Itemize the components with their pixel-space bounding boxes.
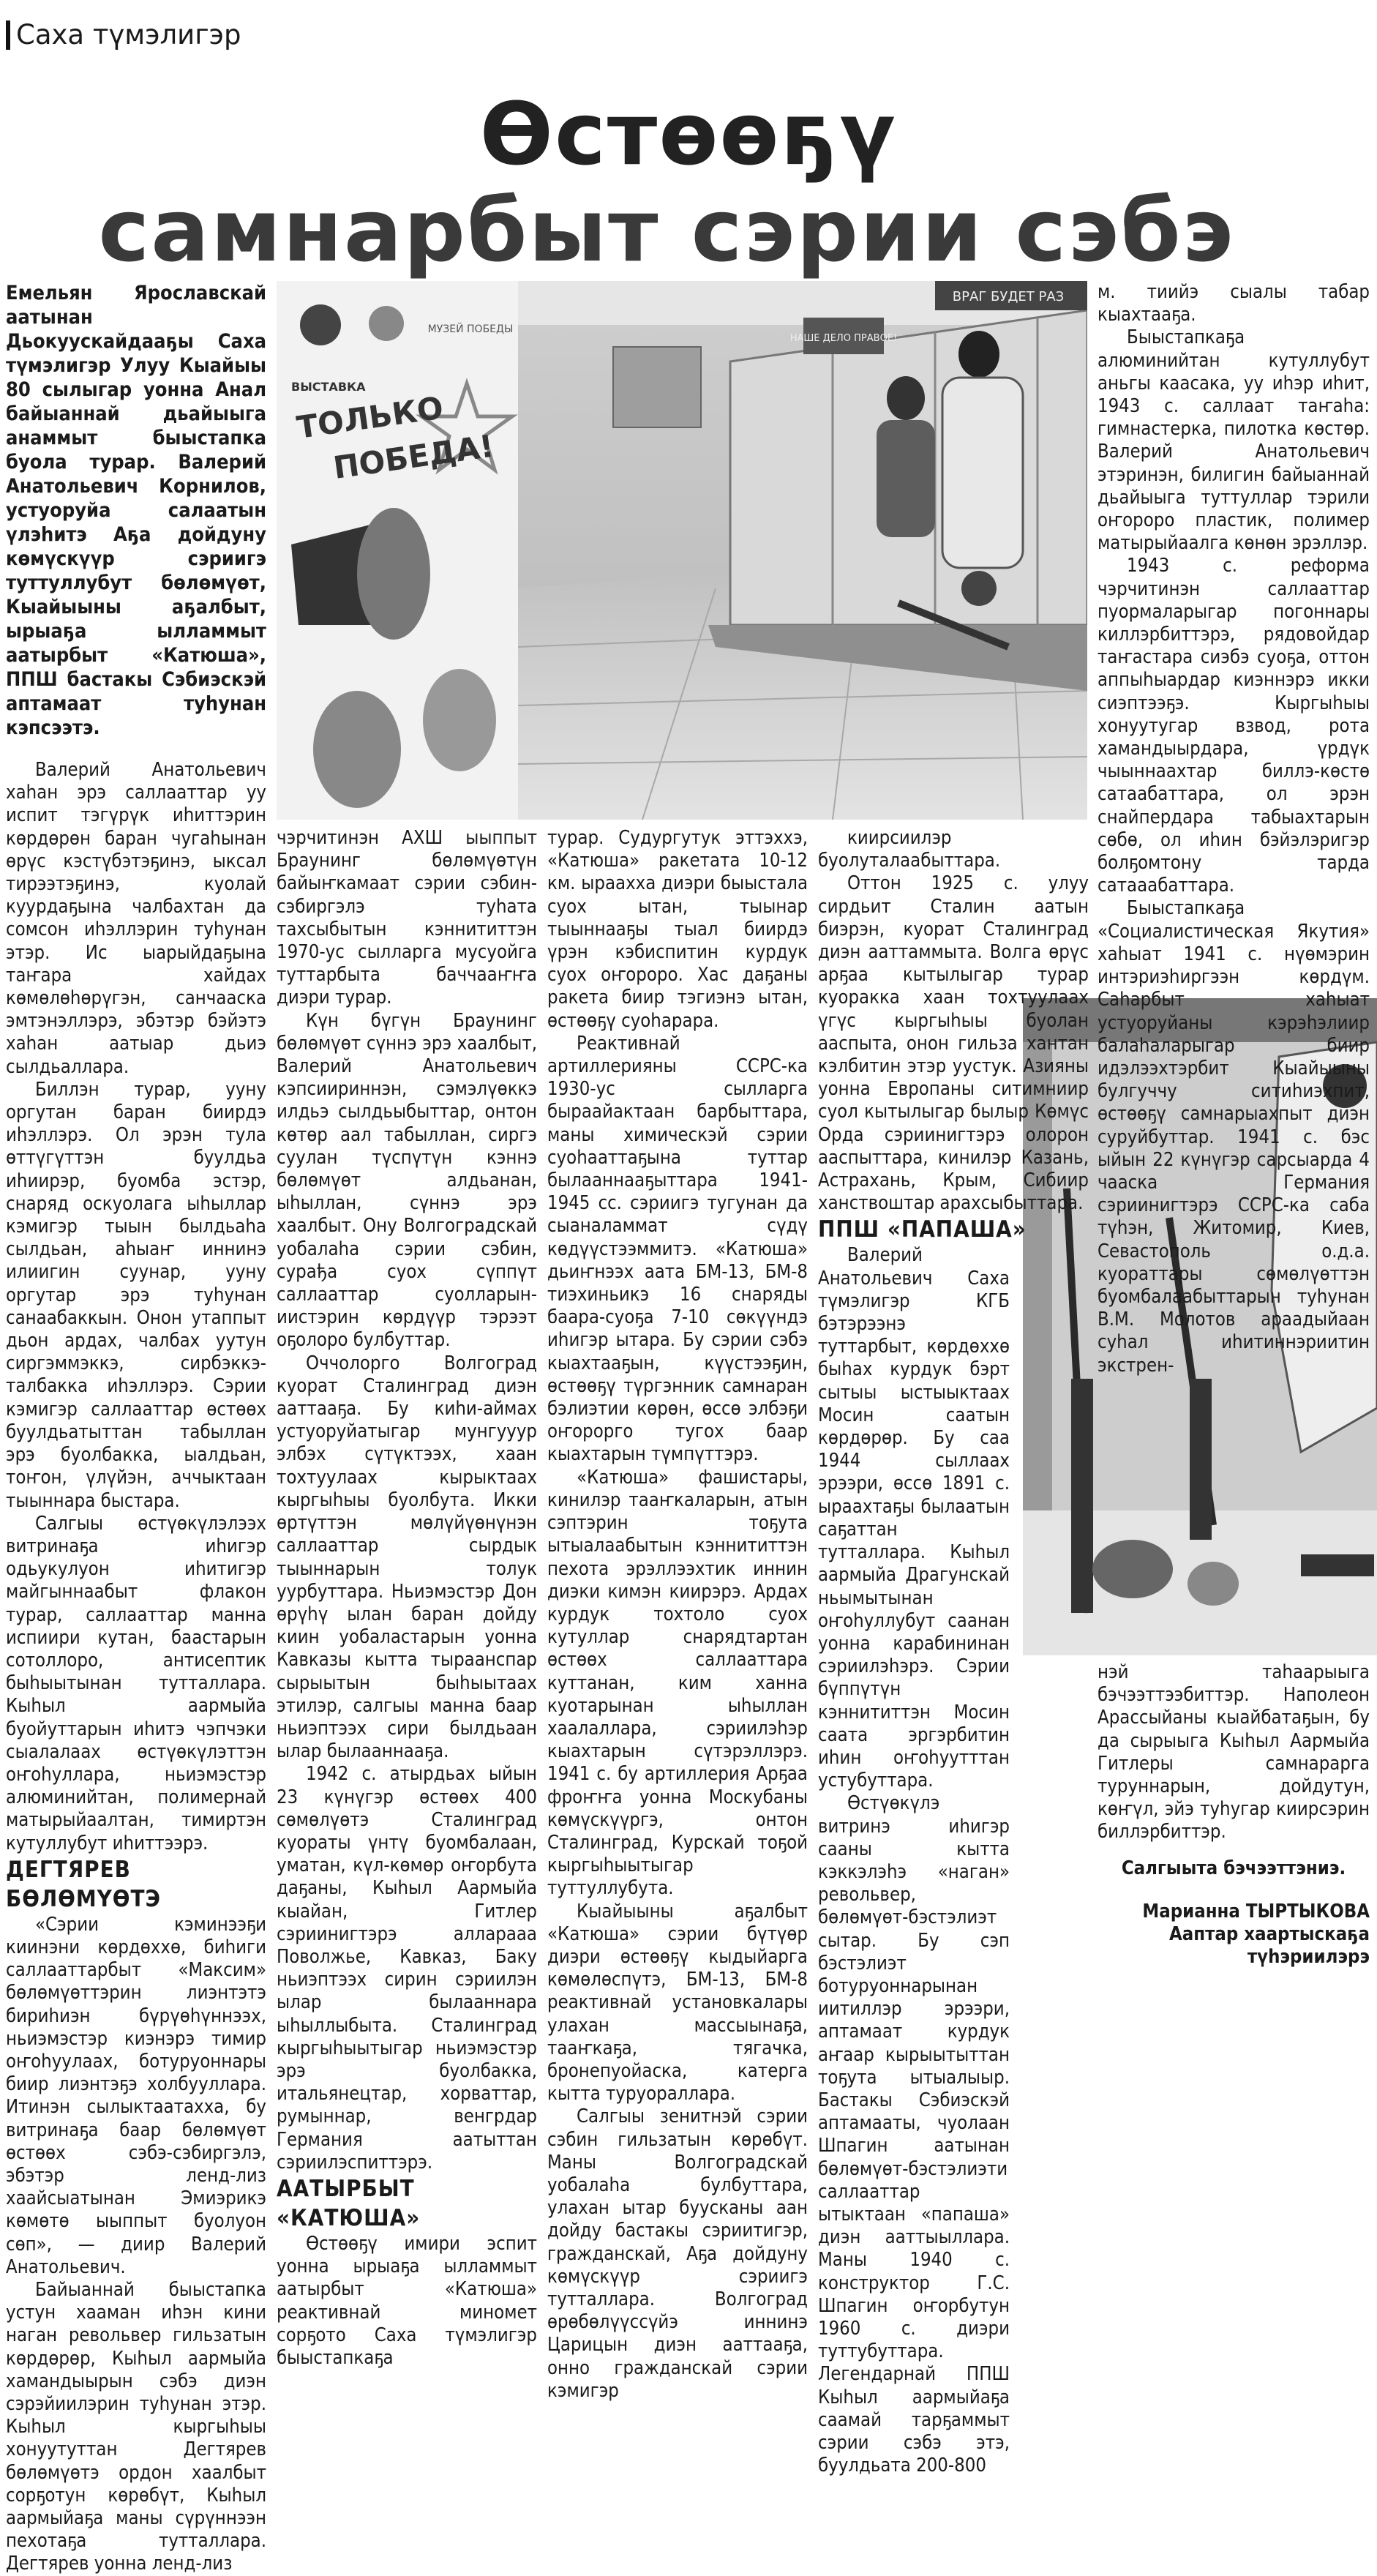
banner-text-2: ВРАГ БУДЕТ РАЗ (952, 289, 1065, 304)
subheading-katyusha: ААТЫРБЫТ «КАТЮША» (277, 2175, 421, 2231)
headline-line-2: самнарбыт сэрии сэбэ (98, 180, 1235, 281)
author-role: түһэриилэрэ (1247, 1946, 1370, 1969)
paragraph: м. тиийэ сыалы табар кыахтааҕа. (1098, 281, 1370, 326)
poster-title-1: ТОЛЬКО (294, 389, 446, 446)
exhibition-photo-drawing (277, 281, 1087, 820)
paragraph: Оттон 1925 с. улуу сирдьит Сталин аатын биэрэн, куорат Сталинград диэн ааттаммыта. Волга өрүс арҕаа кытылыгар турар куоракка хаан тохтуулаах үгүс кыргыһыы буолан ааспыта, онон гильза хантан кэлбитин этэр уустук. Азияны уонна Европаны ситимниир суол кытылыгар былыр Көмүс Орда сэриинигтэрэ олорон ааспыттара, кинилэр Казань, Астрахань, Крым, Сибиир ханствоштар арахсыбыттара. (818, 872, 1089, 1215)
paragraph: чэрчитинэн АХШ ыыппыт Браунинг бөлөмүөтүн байыҥкамаат сэрии сэбин-сэбиргэлэ туһата тахсыбытын кэннититтэн 1970-ус сылларга мусуойга туттарбыта баччааҥҥа диэри турар. (277, 827, 537, 1009)
subheading-ppsh: ППШ «ПАПАША» (818, 1216, 1027, 1243)
column-2 (277, 827, 537, 2370)
poster-label: ВЫСТАВКА (291, 380, 366, 394)
lead-paragraph: Емельян Ярославскай аатынан Дьокуускайдааҕы Саха түмэлигэр Улуу Кыайыы 80 сылыгар уонна Анал байыаннай дьайыыга анаммыт быыстапка буола турар. Валерий Анатольевич Корнилов, устуоруйа салаатын үлэһитэ Аҕа дойдуну көмүскүүр сэриигэ туттуллубут бөлөмүөт, Кыайыыны аҕалбыт, ырыаҕа ылламмыт аатырбыт «Катюша», ППШ бастакы Сэбиэскэй аптамаат туһунан кэпсээтэ. (6, 282, 266, 739)
headline-line-1: Өстөөҕү (479, 83, 898, 184)
author-role: Ааптар хаартыскаҕа (1169, 1923, 1370, 1946)
paragraph: 1943 с. реформа чэрчитинэн саллааттар пуормаларыгар погоннары киллэрбиттэрэ, рядовойдар таҥастара сиэбэ суоҕа, оттон аппыһыардар киэннэрэ икки сиэптээҕэ. Кыргыһыы хонуутугар взвод, рота хамандыырдара, үрдүк чыыннаахтар биллэ-көстө сатаабаттара, ол эрэн снайпердара табыахтарын сөбө, ол иһин бэйэлэригэр болҕомтону тарда сатааабаттара. (1098, 555, 1370, 897)
paragraph: 1942 с. атырдьах ыйын 23 күнүгэр өстөөх 400 сөмөлүөтэ Сталинград куораты үнтү буомбалаан, уматан, күл-көмөр оҥорбута даҕаны, Кыһыл Аармыйа кыайан, Гитлер сэриинигтэрэ алларааа Поволжье, Кавказ, Баку ньиэптээх сирин сэриилэн ылар былааннара ыһыллыбыта. Сталинград кыргыһыытыгар ньиэмэстэр эрэ буолбакка, итальянецтар, хорваттар, румыннар, венгрдар Германия аатыттан сэриилэспиттэрэ. (277, 1763, 537, 2174)
paragraph: турар. Судургутук эттэххэ, «Катюша» ракетата 10-12 км. ыраахха диэри быыстала суох ытан, тыынар тыыннааҕы тыал биирдэ үрэн кэбиспитин курдук суох оҥороро. Хас даҕаны ракета биир тэгиэнэ ытан, өстөөҕү суоһарара. (547, 827, 808, 1032)
author-name: Марианна ТЫРТЫКОВА (1142, 1900, 1370, 1922)
museum-logo-text: МУЗЕЙ ПОБЕДЫ (427, 323, 514, 335)
paragraph: «Катюша» фашистары, кинилэр тааҥкаларын, атын сэптэрин тоҕута ытыалаабытын кэннититтэн пехота эрэллээхтик иннин диэки кимэн киирэрэ. Ардах курдук тохтоло суох кутуллар снарядтартан өстөөх саллааттара куттанан, ким ханна куотарынан ыһыллан хаалаллара, сэриилэһэр кыахтарын сүтэрэллэрэ. 1941 с. бу артиллерия Арҕаа фроҥҥа уонна Москубаны көмүскүүргэ, онтон Сталинград, Курскай тоҕой кыргыһыытыгар туттуллубута. (547, 1466, 808, 1900)
byline (1098, 1901, 1370, 1969)
paragraph: Быыстапкаҕа алюминийтан кутуллубут аньгы каасака, уу иһэр иһит, 1943 с. саллаат таҥаһа: гимнастерка, пилотка көстөр. Валерий Анатольевич этэринэн, билигин байыаннай дьайыыга туттуллар тэрили оҥороро пластик, полимер матырыйаалга көнөн эрэллэр. (1098, 326, 1370, 555)
paragraph: Өстөөҕү имири эспит уонна ырыаҕа ылламмыт аатырбыт «Катюша» реактивнай миномет сорҕото Саха түмэлигэр быыстапкаҕа (277, 2232, 537, 2369)
paragraph: Салгыы өстүөкүлэлээх витринаҕа иһигэр одьукулуон иһитигэр майгыннаабыт флакон турар, саллааттар манна испиири кутан, баастарын сотоллоро, антисептик быһыытынан тутталлара. Кыһыл аармыйа буойуттарын иһитэ чэпчэки сыалалаах өстүөкүлэттэн оҥоһуллара, ньиэмэстэр алюминийтан, полимернай матырыйаалтан, тимиртэн кутуллубут иһиттээрэ. (6, 1512, 266, 1854)
banner-text-1: НАШЕ ДЕЛО ПРАВОЕ! (789, 333, 898, 344)
column-3 (547, 827, 808, 2403)
paragraph: Байыаннай быыстапка устун хааман иһэн кини наган револьвер гильзатын көрдөрөр, Кыһыл аармыйа хамандыырын сэбэ диэн сэрэйиилэрин туһунан этэр. Кыһыл кыргыһыы хонуутуттан Дегтярев бөлөмүөтэ ордон хаалбыт сорҕотун көрөбүт, Кыһыл аармыйаҕа маны сүрүннээн пехотаҕа тутталлара. Дегтярев уонна ленд-лиз (6, 2279, 266, 2575)
column-1 (6, 281, 266, 2576)
section-rubric: Саха түмэлигэр (6, 20, 241, 50)
paragraph: Валерий Анатольевич хаһан эрэ саллааттар уу испит тэгүрүк иһиттэрин көрдөрөн баран чугаһынан өрүс кэстүбэтэҕинэ, ыксал тирээтэҕинэ, куолай куурдаҕына чалбахтан да сомсон иһэллэрин туһунан этэр. Ис ыарыйдаҕына таҥара хайдах көмөлөһөрүгэн, санчааска эмтэнэллэрэ, эбэтэр бэйэтэ хаһан аатыар дьиэ сылдьаллара. (6, 759, 266, 1078)
emblem-icon (369, 306, 404, 341)
paragraph: Кыайыыны аҕалбыт «Катюша» сэрии бүтүөр диэри өстөөҕү кыдыйарга көмөлөспүтэ, БМ-13, БМ-8 реактивнай установкалары улахан массыынаҕа, тааҥкаҕа, тягачка, бронепуойаска, катерга кытта туруораллара. (547, 1900, 808, 2105)
subheading-degtyarev: ДЕГТЯРЕВ БӨЛӨМҮӨТЭ (6, 1856, 161, 1912)
emblem-icon (300, 304, 341, 345)
column-5-bottom (1098, 1661, 1370, 1969)
paragraph: нэй таһаарыыга бэчээттээбиттэр. Наполеон Арассыйаны кыайбатаҕын, бу да сырыыга Кыһыл Аармыйа Гитлеры самнарарга туруннарын, дойдутун, көҥүл, эйэ туһугар киирсэрин биллэрбиттэр. (1098, 1661, 1370, 1843)
paragraph: Реактивнай артиллерияны ССРС-ка 1930-ус сылларга быраайактаан барбыттара, маны химическэй сэрии суоһааттаҕына туттар былааннааҕыттара 1941-1945 сс. сэриигэ тугунан да сыаналаммат сүдү көдүүстээммитэ. «Катюша» дьиҥнээх аата БМ-13, БМ-8 тиэхиньикэ 16 снаряды баара-суоҕа 7-10 сөкүүндэ иһигэр ытара. Бу сэрии сэбэ кыахтааҕын, күүстээҕин, өстөөҕү түргэнник самнаран бэлиэтии көрөн, өссө элбэҕи оҥорорго тугох баар кыахтарын түмпүттэрэ. (547, 1032, 808, 1466)
paragraph: Салгыы зенитнэй сэрии сэбин гильзатын көрөбүт. Маны Волгоградскай уобалаһа булбуттара, улахан ытар буусканы аан дойду бастакы сэриитигэр, гражданскай, Аҕа дойдуну көмүскүүр сэриигэ тутталлара. Волгоград өрөбөлүүссүйэ иннинэ Царицын диэн ааттааҕа, онно гражданскай сэрии кэмигэр (547, 2105, 808, 2402)
paragraph: «Сэрии кэминээҕи киинэни көрдөххө, биһиги саллааттарбыт «Максим» бөлөмүөттэрин лиэнтэтэ бириһиэн бүрүөһүннээх, ньиэмэстэр киэнэрэ тимир оҥоһуулаах, ботуруоннары биир лиэнтэҕэ холбууллара. Итинэн сылыктаатахха, бу витринаҕа баар бөлөмүөт өстөөх сэбэ-сэбиргэлэ, эбэтэр ленд-лиз хаайсыатынан Эмиэрикэ көмөтө ыыппыт буолуон сөп», — диир Валерий Анатольевич. (6, 1913, 266, 2278)
paragraph: Күн бүгүн Браунинг бөлөмүөт сүннэ эрэ хаалбыт, Валерий Анатольевич кэпсиириннэн, сэмэлүөккэ илдьэ сылдьыбыттар, онтон көтөр аал табыллан, сиргэ суулан түспүтүн кэннэ бөлөмүөт алдьанан, ыһыллан, сүннэ эрэ хаалбыт. Ону Волгоградскай уобалаһа сэрии сэбин, сурађа суох сүппүт саллааттар суолларын-иистэрин көрдүүр тэрээт оҕолоро булбуттар. (277, 1009, 537, 1352)
to-be-continued: Салгыыта бэчээттэниэ. (1121, 1857, 1346, 1879)
column-4 (818, 827, 1089, 2477)
paragraph: киирсиилэр буолуталаабыттара. (818, 827, 1001, 872)
paragraph: Оччолорго Волгоград куорат Сталинград диэн ааттааҕа. Бу киһи-аймах устуоруйатыгар мунгууур элбэх сүтүктээх, хаан тохтуулаах кырыктаах кыргыһыы буолбута. Икки өртүттэн мөлүйүөнүнэн саллааттар сырдык тыыннарын толук уурбуттара. Ньиэмэстэр Дон өрүһү ылан баран дойду киин уобаластарын уонна Кавказы кытта тыраанспар сырыытын быһыытаах этилэр, салгыы манна баар ньиэптээх сири былдьаан ылар былааннааҕа. (277, 1352, 537, 1763)
paragraph: Валерий Анатольевич Саха түмэлигэр КГБ бэтэрээнэ туттарбыт, көрдөххө быһах курдук бэрт сытыы ыстыыктаах Мосин саатын көрдөрөр. Бу саа 1944 сыллаах эрээри, өссө 1891 с. ыраахтаҕы былаатын саҕаттан тутталлара. Кыһыл аармыйа Драгунскай ньымытынан оҥоһуллубут саанан уонна карабининан сэриилэһэрэ. Сэрии бүппүтүн кэннититтэн Мосин саата эргэрбитин иһин оҥоһуутттан устубуттара. (818, 1244, 1010, 1792)
paragraph: Быыстапкаҕа «Социалистическая Якутия» хаһыат 1941 с. нүөмэрин интэриэһиргээн көрдүм. Саһарбыт хаһыат устуоруйаны кэрэһэлиир балаһаларыгар биир идэлээхтэрбит Кыайыыны булгуччу ситиһиэхпит, өстөөҕү самнарыахпыт диэн суруйбуттар. 1941 с. бэс ыйын 22 күнүгэр сарсыарда 4 чааска Германия сэриинигтэрэ ССРС-ка саба түһэн, Житомир, Киев, Севастополь о.д.а. куораттары сөмөлүөттэн буомбалаабыттарын туһунан В.М. Молотов араадыйаан суһал иһитиннэриитин экстрен- (1098, 897, 1370, 1377)
paragraph: Биллэн турар, ууну оргутан баран биирдэ иһэллэрэ. Ол эрэн тула өттүгүттэн буулдьа иһиирэр, буомба эстэр, снаряд оскуолага ыһыллар кэмигэр тыын былдьаһа сылдьан, аһыаҥ иннинэ илиигин суунар, ууну оргутар эрэ туһунан санаабаккын. Онон утаппыт дьон ардах, чалбах уутун сиргэммэккэ, сирбэккэ-талбакка иһэллэрэ. Сэрии кэмигэр саллааттар өстөөх буулдьатыттан табыллан эрэ буолбакка, ыалдьан, тоҥон, үлүйэн, аччыктаан тыыннара быстара. (6, 1078, 266, 1512)
exhibition-photo (277, 281, 1087, 820)
paragraph: Өстүөкүлэ витринэ иһигэр сааны кытта кэккэлэһэ «наган» револьвер, бөлөмүөт-бэстэлиэт сытар. Бу сэп бэстэлиэт ботуруоннарынан иитиллэр эрээри, аптамаат курдук аҥаар кырыытыттан тоҕута ытыалыыр. Бастакы Сэбиэскэй аптамааты, чуолаан Шпагин аатынан бөлөмүөт-бэстэлиэти саллааттар ытыктаан «папаша» диэн ааттыыллара. Маны 1940 с. конструктор Г.С. Шпагин оҥорбутун 1960 с. диэри туттубуттара. Легендарнай ППШ Кыһыл аармыйаҕа саамай тарҕаммыт сэрии сэбэ этэ, буулдьата 200-800 (818, 1792, 1010, 2477)
helmet-icon (1092, 1540, 1173, 1598)
column-5 (1098, 281, 1370, 1377)
poster-title-2: ПОБЕДА! (331, 427, 496, 486)
